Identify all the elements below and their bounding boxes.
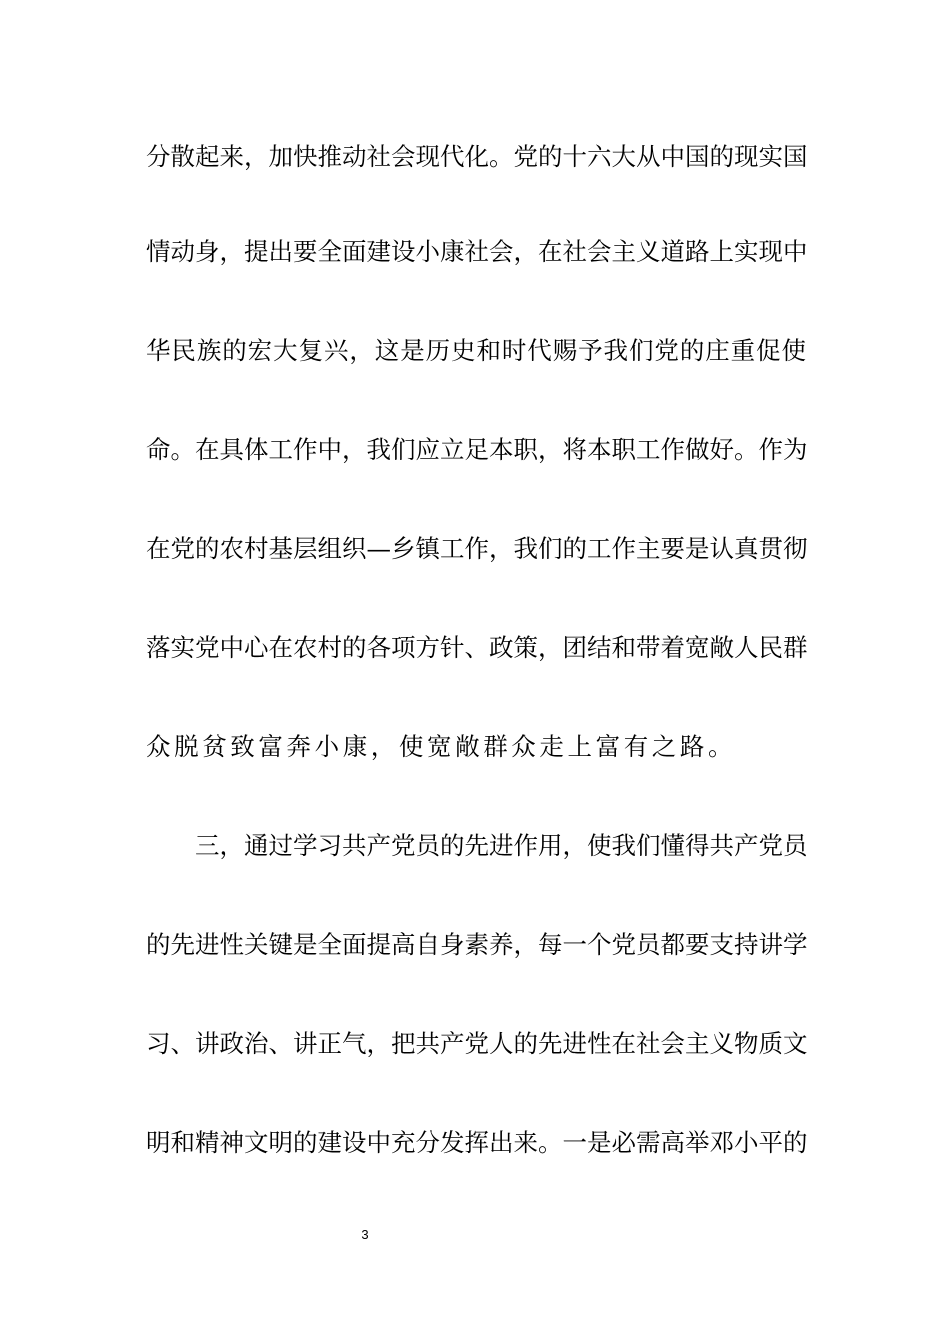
text-line: 的先进性关键是全面提高自身素养，每一个党员都要支持讲学 <box>146 930 808 959</box>
text-line: 落实党中心在农村的各项方针、政策，团结和带着宽敞人民群 <box>146 633 808 662</box>
page-number: 3 <box>361 1227 369 1242</box>
text-line: 众脱贫致富奔小康，使宽敞群众走上富有之路。 <box>146 732 737 761</box>
text-line: 华民族的宏大复兴，这是历史和时代赐予我们党的庄重促使 <box>146 336 806 365</box>
text-line: 明和精神文明的建设中充分发挥出来。一是必需高举邓小平的 <box>146 1128 808 1157</box>
text-line: 分散起来，加快推动社会现代化。党的十六大从中国的现实国 <box>146 142 808 171</box>
text-line: 命。在具体工作中，我们应立足本职，将本职工作做好。作为 <box>146 435 808 464</box>
text-line: 习、讲政治、讲正气，把共产党人的先进性在社会主义物质文 <box>146 1029 808 1058</box>
text-line: 在党的农村基层组织—乡镇工作，我们的工作主要是认真贯彻 <box>146 534 808 563</box>
paragraph-start-line: 三，通过学习共产党员的先进作用，使我们懂得共产党员 <box>195 831 808 860</box>
text-line: 情动身，提出要全面建设小康社会，在社会主义道路上实现中 <box>146 237 808 266</box>
